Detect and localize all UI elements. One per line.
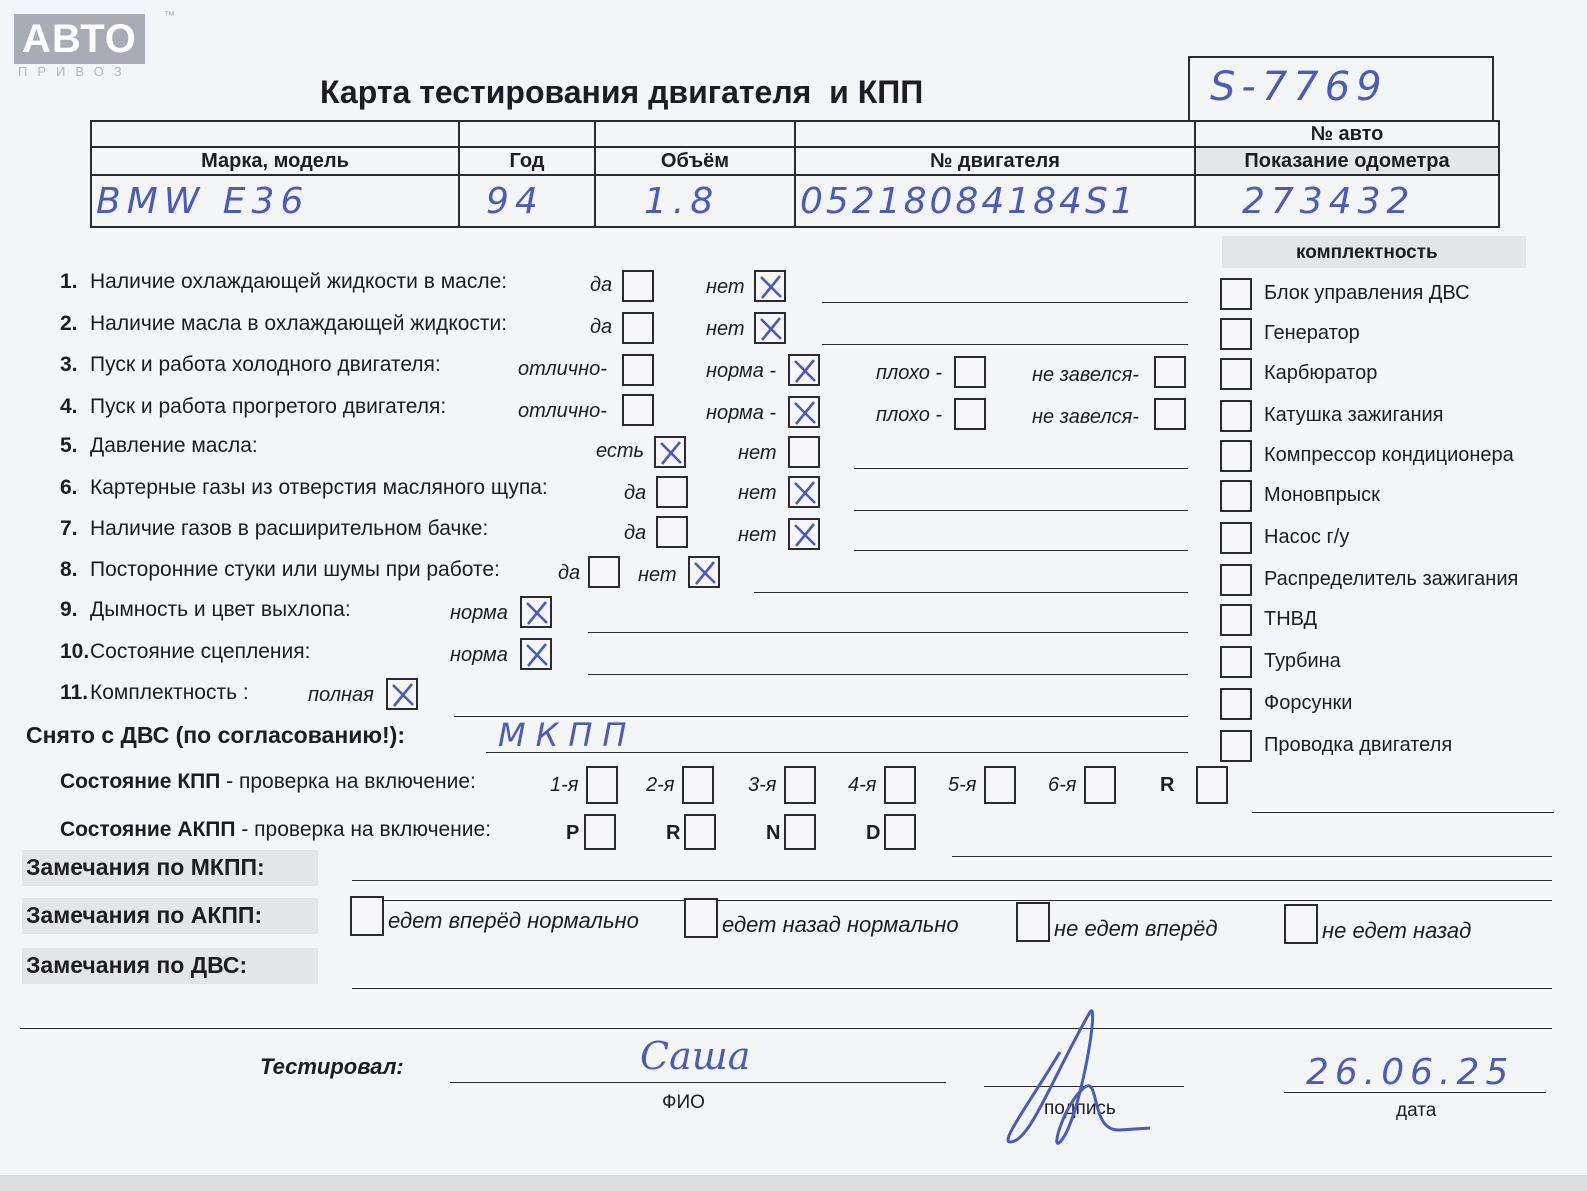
opt-net: нет	[638, 564, 677, 586]
checkbox-tank-gas-no[interactable]	[788, 518, 820, 550]
checkbox-warm-excellent[interactable]	[622, 394, 654, 426]
logo-main: АВТО	[14, 14, 145, 64]
checkbox-akpp-no-forward[interactable]	[1016, 902, 1050, 942]
kit-item-label: Компрессор кондиционера	[1264, 444, 1514, 466]
removed-line	[486, 752, 1188, 753]
opt-norma: норма	[450, 644, 508, 666]
item-4: 4. Пуск и работа прогретого двигателя:	[60, 395, 447, 418]
opt-ploho: плохо -	[876, 404, 943, 426]
kit-checkbox[interactable]	[1220, 278, 1252, 310]
logo	[14, 10, 175, 79]
checkbox-akpp-no-back[interactable]	[1284, 904, 1318, 944]
kit-checkbox[interactable]	[1220, 440, 1252, 472]
checkbox-cold-excellent[interactable]	[622, 354, 654, 386]
akpp-mode-checkbox[interactable]	[584, 814, 616, 850]
checkbox-clutch-normal[interactable]	[520, 638, 552, 670]
check-mark-icon	[792, 522, 818, 548]
item-2: 2. Наличие масла в охлаждающей жидкости:	[60, 312, 508, 335]
checkbox-warm-nostart[interactable]	[1154, 398, 1186, 430]
check-mark-icon	[792, 358, 818, 384]
fio-label: ФИО	[662, 1092, 705, 1113]
checkbox-cold-normal[interactable]	[788, 354, 820, 386]
kit-checkbox[interactable]	[1220, 400, 1252, 432]
note-line	[854, 510, 1188, 511]
opt-da: да	[590, 274, 613, 296]
opt-da: да	[624, 482, 647, 504]
akpp-opt-forward-ok: едет вперёд нормально	[388, 908, 639, 933]
akpp-opt-back-ok: едет назад нормально	[722, 912, 959, 937]
note-line	[822, 302, 1188, 303]
kit-item-label: Распределитель зажигания	[1264, 568, 1519, 590]
kit-checkbox[interactable]	[1220, 730, 1252, 762]
checkbox-complete-full[interactable]	[386, 678, 418, 710]
item-3: 3. Пуск и работа холодного двигателя:	[60, 353, 441, 376]
opt-net: нет	[738, 482, 777, 504]
check-mark-icon	[524, 600, 550, 626]
card-title: Карта тестирования двигателя и КПП	[320, 74, 924, 110]
item-11: 11.Комплектность :	[60, 681, 249, 704]
year-label: Год	[459, 147, 595, 175]
akpp-mode-label: N	[766, 822, 781, 844]
removed-value: МКПП	[498, 716, 637, 754]
checkbox-pressure-yes[interactable]	[654, 436, 686, 468]
kit-checkbox[interactable]	[1220, 522, 1252, 554]
date-value: 26.06.25	[1306, 1052, 1515, 1093]
kpp-line	[1252, 812, 1554, 813]
opt-norma: норма -	[706, 402, 777, 424]
opt-polnaya: полная	[308, 684, 374, 706]
opt-da: да	[590, 316, 613, 338]
kpp-gear-label: 4-я	[848, 774, 877, 796]
opt-ne-zavelsya: не завелся-	[1032, 406, 1139, 428]
checkbox-oil-no[interactable]	[754, 312, 786, 344]
remarks-dvs-line	[352, 988, 1552, 989]
akpp-line	[952, 856, 1552, 857]
opt-ne-zavelsya: не завелся-	[1032, 364, 1139, 386]
kit-checkbox[interactable]	[1220, 646, 1252, 678]
opt-norma: норма	[450, 602, 508, 624]
kit-checkbox[interactable]	[1220, 480, 1252, 512]
opt-est: есть	[596, 440, 645, 462]
checkbox-noise-no[interactable]	[688, 556, 720, 588]
checkbox-warm-bad[interactable]	[954, 398, 986, 430]
item-1: 1. Наличие охлаждающей жидкости в масле:	[60, 270, 508, 293]
header-table	[90, 120, 1500, 228]
checkbox-cold-nostart[interactable]	[1154, 356, 1186, 388]
checkbox-cold-bad[interactable]	[954, 356, 986, 388]
remarks-akpp-label: Замечания по АКПП:	[26, 902, 263, 928]
brand-value: BMW E36	[91, 175, 459, 227]
check-mark-icon	[692, 560, 718, 586]
odometer-value: 273432	[1195, 175, 1499, 227]
note-line	[754, 592, 1188, 593]
kpp-gear-label: R	[1160, 774, 1175, 796]
car-number-value: S-7769	[1210, 64, 1388, 110]
kpp-gear-checkbox[interactable]	[884, 766, 916, 804]
kpp-gear-checkbox[interactable]	[1196, 766, 1228, 804]
note-line	[588, 632, 1188, 633]
kit-item-label: Проводка двигателя	[1264, 734, 1453, 756]
akpp-opt-no-back: не едет назад	[1322, 918, 1472, 943]
kpp-gear-label: 1-я	[550, 774, 579, 796]
checkbox-crankcase-no[interactable]	[788, 476, 820, 508]
checkbox-akpp-back-ok[interactable]	[684, 898, 718, 938]
check-mark-icon	[658, 440, 684, 466]
kpp-gear-checkbox[interactable]	[586, 766, 618, 804]
brand-label: Марка, модель	[91, 147, 459, 175]
note-line	[588, 674, 1188, 675]
kpp-gear-label: 3-я	[748, 774, 777, 796]
item-9: 9. Дымность и цвет выхлопа:	[60, 598, 351, 621]
kpp-gear-checkbox[interactable]	[1084, 766, 1116, 804]
akpp-mode-label: R	[666, 822, 681, 844]
kit-item-label: Генератор	[1264, 322, 1360, 344]
akpp-opt-no-forward: не едет вперёд	[1054, 916, 1218, 941]
check-mark-icon	[758, 316, 784, 342]
kpp-gear-checkbox[interactable]	[784, 766, 816, 804]
kit-checkbox[interactable]	[1220, 604, 1252, 636]
opt-ploho: плохо -	[876, 362, 943, 384]
checkbox-exhaust-normal[interactable]	[520, 596, 552, 628]
opt-net: нет	[706, 276, 745, 298]
akpp-mode-checkbox[interactable]	[684, 814, 716, 850]
kpp-gear-label: 5-я	[948, 774, 977, 796]
kit-item-label: ТНВД	[1264, 608, 1318, 630]
remarks-dvs-line2	[20, 1028, 1552, 1029]
akpp-mode-checkbox[interactable]	[884, 814, 916, 850]
remarks-dvs-label: Замечания по ДВС:	[26, 952, 248, 978]
opt-otlichno: отлично-	[518, 358, 607, 380]
engine-label: № двигателя	[795, 147, 1195, 175]
kit-item-label: Катушка зажигания	[1264, 404, 1444, 426]
item-5: 5. Давление масла:	[60, 434, 258, 457]
opt-net: нет	[738, 442, 777, 464]
remarks-mkpp-line2	[352, 900, 1552, 901]
remarks-mkpp-line	[352, 880, 1552, 881]
date-label: дата	[1396, 1100, 1437, 1121]
logo-sub: ПРИВОЗ	[18, 64, 132, 79]
kit-item-label: Насос г/у	[1264, 526, 1350, 548]
kpp-gear-label: 6-я	[1048, 774, 1077, 796]
kit-checkbox[interactable]	[1220, 564, 1252, 596]
note-line	[854, 468, 1188, 469]
volume-value: 1.8	[595, 175, 795, 227]
item-8: 8. Посторонние стуки или шумы при работе:	[60, 558, 500, 581]
opt-norma: норма -	[706, 360, 777, 382]
checkbox-crankcase-yes[interactable]	[656, 476, 688, 508]
kit-item-label: Турбина	[1264, 650, 1341, 672]
kit-checkbox[interactable]	[1220, 318, 1252, 350]
kpp-gear-checkbox[interactable]	[682, 766, 714, 804]
checkbox-oil-yes[interactable]	[622, 312, 654, 344]
akpp-label: Состояние АКПП - проверка на включение:	[60, 818, 492, 841]
checkbox-pressure-no[interactable]	[788, 436, 820, 468]
opt-otlichno: отлично-	[518, 400, 607, 422]
check-mark-icon	[390, 682, 416, 708]
kit-checkbox[interactable]	[1220, 358, 1252, 390]
akpp-mode-label: D	[866, 822, 881, 844]
checkbox-coolant-yes[interactable]	[622, 270, 654, 302]
item-10: 10.Состояние сцепления:	[60, 640, 311, 663]
checkbox-tank-gas-yes[interactable]	[656, 516, 688, 548]
check-mark-icon	[792, 480, 818, 506]
removed-label: Снято с ДВС (по согласованию!):	[26, 722, 405, 748]
note-line	[854, 550, 1188, 551]
opt-da: да	[624, 522, 647, 544]
akpp-mode-checkbox[interactable]	[784, 814, 816, 850]
kit-item-label: Карбюратор	[1264, 362, 1378, 384]
opt-net: нет	[738, 524, 777, 546]
checkbox-akpp-forward-ok[interactable]	[350, 896, 384, 936]
tested-label: Тестировал:	[260, 1054, 404, 1079]
item-6: 6. Картерные газы из отверстия масляного щупа:	[60, 476, 548, 499]
volume-label: Объём	[595, 147, 795, 175]
car-number-label: № авто	[1195, 121, 1499, 147]
kit-item-label: Моновпрыск	[1264, 484, 1380, 506]
check-mark-icon	[792, 400, 818, 426]
kit-item-label: Форсунки	[1264, 692, 1353, 714]
opt-da: да	[558, 562, 581, 584]
logo-tm: ™	[164, 10, 175, 22]
checkbox-warm-normal[interactable]	[788, 396, 820, 428]
check-mark-icon	[524, 642, 550, 668]
kit-item-label: Блок управления ДВС	[1264, 282, 1470, 304]
opt-net: нет	[706, 318, 745, 340]
checkbox-coolant-no[interactable]	[754, 270, 786, 302]
kit-title: комплектность	[1296, 242, 1438, 263]
item-7: 7. Наличие газов в расширительном бачке:	[60, 517, 489, 540]
note-line	[822, 344, 1188, 345]
fio-line	[450, 1082, 946, 1083]
kit-checkbox[interactable]	[1220, 688, 1252, 720]
tester-name: Саша	[640, 1034, 751, 1078]
checkbox-noise-yes[interactable]	[588, 556, 620, 588]
check-mark-icon	[758, 274, 784, 300]
kpp-gear-label: 2-я	[646, 774, 675, 796]
date-line	[1284, 1092, 1546, 1093]
signature	[990, 992, 1150, 1152]
kpp-gear-checkbox[interactable]	[984, 766, 1016, 804]
akpp-mode-label: P	[566, 822, 580, 844]
remarks-mkpp-label: Замечания по МКПП:	[26, 854, 265, 880]
odometer-label: Показание одометра	[1195, 147, 1499, 175]
sign-label: подпись	[1044, 1098, 1116, 1119]
engine-value: 05218084184S1	[795, 175, 1195, 227]
year-value: 94	[459, 175, 595, 227]
kpp-label: Состояние КПП - проверка на включение:	[60, 770, 476, 793]
